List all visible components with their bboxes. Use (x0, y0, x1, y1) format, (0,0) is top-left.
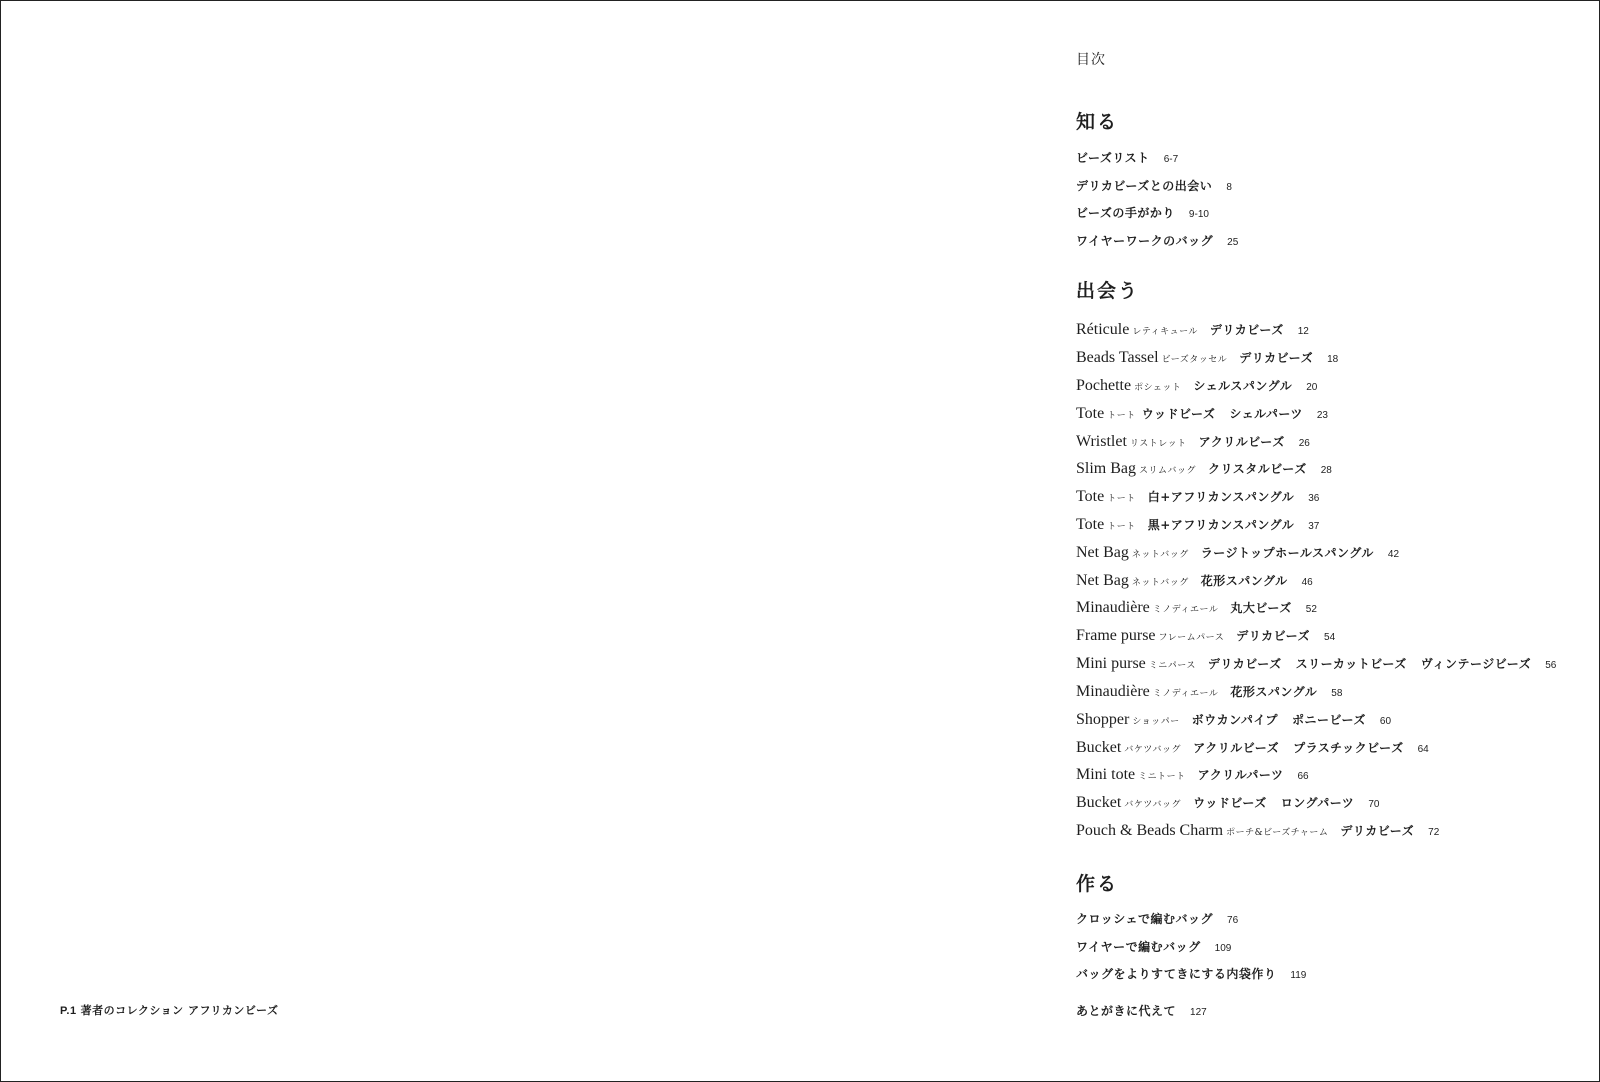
entry-material: ウッドビーズ (1193, 796, 1267, 810)
toc-entry[interactable] (1076, 764, 1309, 787)
entry-material: シェルスパングル (1193, 379, 1293, 393)
entry-material: デリカビーズ (1236, 629, 1311, 643)
entry-title: デリカビーズとの出会い (1076, 179, 1213, 193)
entry-page: 6-7 (1163, 154, 1179, 165)
entry-material: デリカビーズ (1209, 323, 1284, 337)
entry-en-title: Bucket (1076, 739, 1122, 756)
section-heading-deau: 出会う (1076, 280, 1140, 302)
entry-title: バッグをよりすてきにする内袋作り (1076, 967, 1277, 981)
entry-en-title: Minaudière (1076, 599, 1150, 616)
entry-en-title: Mini tote (1076, 766, 1136, 783)
entry-en-title: Shopper (1076, 711, 1130, 728)
entry-en-title: Tote (1076, 405, 1105, 422)
toc-entry[interactable] (1076, 792, 1379, 815)
entry-page: 26 (1298, 438, 1310, 449)
entry-kana: バケツバッグ (1124, 745, 1182, 755)
entry-page: 54 (1324, 632, 1336, 643)
entry-en-title: Tote (1076, 516, 1105, 533)
entry-material: ボウカンパイプ (1191, 713, 1278, 727)
toc-entry[interactable] (1076, 175, 1232, 198)
toc-entry[interactable] (1076, 908, 1238, 931)
entry-kana: ショッパー (1132, 717, 1180, 727)
entry-page: 23 (1316, 410, 1328, 421)
toc-title: 目次 (1076, 52, 1106, 68)
entry-kana: ミノディエール (1152, 605, 1219, 615)
entry-page: 28 (1320, 465, 1332, 476)
toc-entry[interactable] (1076, 570, 1313, 593)
entry-kana: ネットバッグ (1131, 578, 1189, 588)
entry-en-title: Tote (1076, 488, 1105, 505)
table-of-contents (1076, 1, 1586, 1081)
entry-page: 8 (1226, 182, 1232, 193)
entry-page: 66 (1297, 771, 1309, 782)
entry-en-title: Bucket (1076, 794, 1122, 811)
entry-page: 119 (1290, 970, 1307, 981)
entry-kana: ビーズタッセル (1161, 355, 1228, 365)
toc-entry[interactable] (1076, 375, 1317, 398)
entry-en-title: Net Bag (1076, 572, 1129, 589)
entry-kana: フレームパース (1158, 633, 1225, 643)
toc-entry[interactable] (1076, 709, 1391, 732)
entry-title: ワイヤーワークのバッグ (1076, 234, 1214, 248)
entry-page: 72 (1428, 827, 1440, 838)
entry-page: 64 (1417, 744, 1429, 755)
entry-material: ヴィンテージビーズ (1420, 657, 1532, 671)
entry-page: 9-10 (1188, 209, 1209, 220)
entry-page: 76 (1227, 915, 1239, 926)
entry-page: 18 (1327, 354, 1339, 365)
entry-material: クリスタルビーズ (1208, 462, 1307, 476)
toc-entry[interactable] (1076, 202, 1209, 225)
entry-page: 46 (1301, 577, 1313, 588)
entry-kana: ネットバッグ (1131, 550, 1189, 560)
entry-en-title: Minaudière (1076, 683, 1150, 700)
entry-en-title: Beads Tassel (1076, 349, 1159, 366)
entry-en-title: Mini purse (1076, 655, 1146, 672)
entry-kana: トート (1107, 494, 1136, 504)
entry-page: 25 (1227, 237, 1239, 248)
toc-entry[interactable] (1076, 681, 1342, 704)
entry-kana: リストレット (1129, 439, 1187, 449)
entry-en-title: Frame purse (1076, 627, 1156, 644)
toc-entry[interactable] (1076, 963, 1306, 986)
entry-page: 12 (1297, 326, 1309, 337)
entry-kana: ポーチ&ビーズチャーム (1226, 828, 1329, 838)
entry-kana: スリムバッグ (1139, 466, 1197, 476)
entry-material: 白+アフリカンスパングル (1147, 490, 1295, 504)
entry-material: シェルパーツ (1229, 407, 1303, 421)
entry-page: 36 (1308, 493, 1320, 504)
entry-material: デリカビーズ (1239, 351, 1314, 365)
toc-entry[interactable] (1076, 737, 1429, 760)
toc-entry[interactable] (1076, 625, 1335, 648)
entry-title: あとがきに代えて (1076, 1004, 1177, 1018)
section-heading-shiru: 知る (1076, 111, 1119, 133)
entry-page: 52 (1305, 604, 1317, 615)
toc-entry[interactable] (1076, 542, 1399, 565)
entry-en-title: Slim Bag (1076, 460, 1137, 477)
entry-page: 42 (1387, 549, 1400, 560)
entry-material: ロングパーツ (1280, 796, 1355, 810)
entry-material: 花形スパングル (1200, 574, 1288, 588)
entry-kana: バケツバッグ (1124, 800, 1182, 810)
caption-page-ref: P.1 (60, 1005, 77, 1017)
toc-entry[interactable] (1076, 347, 1338, 370)
toc-entry-afterword[interactable] (1076, 1000, 1207, 1023)
entry-material: アクリルビーズ (1193, 741, 1280, 755)
toc-entry[interactable] (1076, 230, 1238, 253)
entry-kana: ポシェット (1134, 383, 1182, 393)
toc-entry[interactable] (1076, 820, 1439, 843)
entry-material: 黒+アフリカンスパングル (1147, 518, 1295, 532)
entry-page: 127 (1190, 1007, 1207, 1018)
toc-entry[interactable] (1076, 147, 1178, 170)
entry-en-title: Wristlet (1076, 433, 1127, 450)
entry-title: ビーズリスト (1076, 151, 1150, 165)
entry-page: 37 (1308, 521, 1320, 532)
entry-kana: ミノディエール (1152, 689, 1219, 699)
entry-kana: トート (1107, 411, 1136, 421)
entry-material: プラスチックビーズ (1293, 741, 1404, 755)
entry-page: 56 (1545, 660, 1557, 671)
entry-material: 丸大ビーズ (1230, 601, 1292, 615)
entry-en-title: Réticule (1076, 321, 1130, 338)
toc-entry[interactable] (1076, 319, 1309, 342)
section-heading-tsukuru: 作る (1076, 873, 1119, 895)
toc-entry[interactable] (1076, 597, 1317, 620)
entry-title: ビーズの手がかり (1076, 206, 1175, 220)
toc-entry[interactable] (1076, 458, 1332, 481)
entry-page: 60 (1379, 716, 1392, 727)
entry-kana: レティキュール (1132, 327, 1198, 337)
entry-material: ラージトップホールスパングル (1200, 546, 1374, 560)
entry-material: アクリルビーズ (1198, 435, 1285, 449)
toc-entry[interactable] (1076, 514, 1319, 537)
entry-page: 20 (1306, 382, 1318, 393)
toc-entry[interactable] (1076, 403, 1328, 426)
toc-entry[interactable] (1076, 486, 1319, 509)
entry-material: デリカビーズ (1207, 657, 1282, 671)
entry-en-title: Pochette (1076, 377, 1132, 394)
left-page-caption (60, 1002, 278, 1018)
entry-material: 花形スパングル (1230, 685, 1318, 699)
entry-material: ウッドビーズ (1141, 407, 1216, 421)
entry-kana: トート (1107, 522, 1136, 532)
toc-entry[interactable] (1076, 431, 1310, 454)
toc-entry[interactable] (1076, 936, 1231, 959)
entry-en-title: Pouch & Beads Charm (1076, 822, 1224, 839)
entry-page: 70 (1368, 799, 1380, 810)
caption-text: 著者のコレクション アフリカンビーズ (80, 1004, 279, 1017)
entry-page: 58 (1331, 688, 1343, 699)
toc-entry[interactable] (1076, 653, 1556, 676)
entry-kana: ミニパース (1148, 661, 1196, 671)
entry-material: デリカビーズ (1340, 824, 1415, 838)
entry-kana: ミニトート (1138, 772, 1186, 782)
entry-title: クロッシェで編むバッグ (1076, 912, 1214, 926)
entry-material: スリーカットビーズ (1295, 657, 1407, 671)
entry-material: アクリルパーツ (1197, 768, 1284, 782)
entry-title: ワイヤーで編むバッグ (1076, 940, 1201, 954)
entry-page: 109 (1214, 943, 1232, 954)
entry-en-title: Net Bag (1076, 544, 1129, 561)
entry-material: ポニービーズ (1291, 713, 1366, 727)
